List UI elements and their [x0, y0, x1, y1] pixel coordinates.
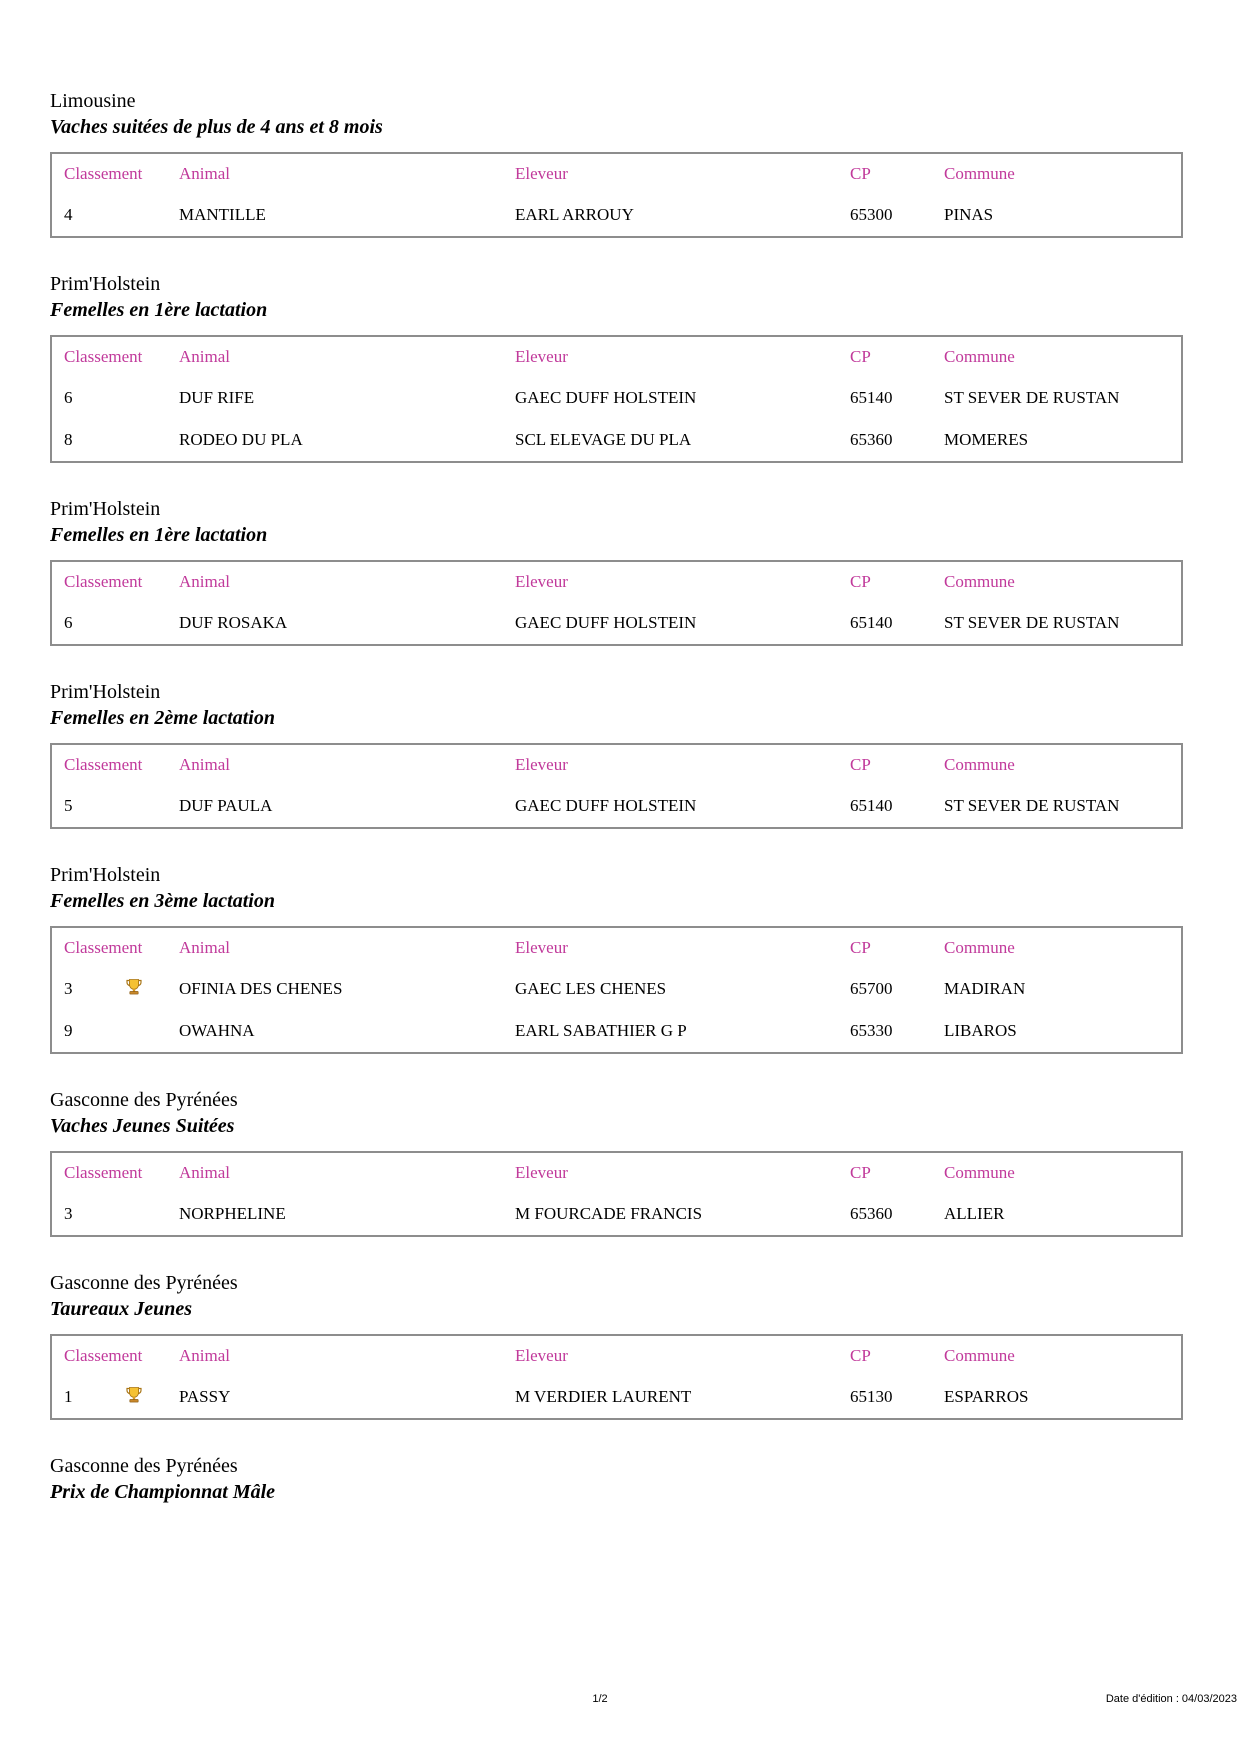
eleveur-cell: M FOURCADE FRANCIS: [515, 1204, 703, 1223]
classement-cell: 5: [64, 796, 73, 815]
column-header-commune: Commune: [944, 1163, 1015, 1182]
column-header-cp: CP: [850, 347, 871, 366]
table-rows: [52, 1376, 1181, 1418]
column-header-animal: Animal: [179, 164, 230, 183]
table-row: [52, 1193, 1181, 1235]
animal-cell: RODEO DU PLA: [179, 430, 303, 449]
trophy-cell: [124, 1203, 179, 1225]
column-header-cp: CP: [850, 755, 871, 774]
results-table: [50, 335, 1183, 463]
breed-section: [50, 679, 1183, 829]
breed-heading: Limousine: [50, 90, 136, 112]
table-rows: [52, 194, 1181, 236]
table-rows: [52, 968, 1181, 1052]
classement-cell: 9: [64, 1021, 73, 1040]
results-table: [50, 152, 1183, 238]
column-header-commune: Commune: [944, 938, 1015, 957]
eleveur-cell: GAEC DUFF HOLSTEIN: [515, 613, 697, 632]
column-header-commune: Commune: [944, 1346, 1015, 1365]
breed-heading: Prim'Holstein: [50, 681, 161, 703]
breed-section: [50, 496, 1183, 646]
category-heading: Prix de Championnat Mâle: [50, 1481, 276, 1503]
edition-date-label: Date d'édition : 04/03/2023: [1105, 1693, 1237, 1705]
table-row: [52, 377, 1181, 419]
animal-cell: PASSY: [179, 1387, 231, 1406]
breed-heading: Prim'Holstein: [50, 273, 161, 295]
breed-section: [50, 271, 1183, 463]
cp-cell: 65360: [850, 430, 893, 449]
trophy-cell: [124, 978, 179, 1000]
breed-section: [50, 88, 1183, 238]
column-header-animal: Animal: [179, 1346, 230, 1365]
eleveur-cell: GAEC LES CHENES: [515, 979, 667, 998]
table-header-row: [52, 154, 1181, 194]
results-table: [50, 926, 1183, 1054]
eleveur-cell: EARL ARROUY: [515, 205, 634, 224]
column-header-eleveur: Eleveur: [515, 1346, 568, 1365]
column-header-eleveur: Eleveur: [515, 164, 568, 183]
cp-cell: 65700: [850, 979, 893, 998]
eleveur-cell: EARL SABATHIER G P: [515, 1021, 687, 1040]
table-header-row: [52, 1336, 1181, 1376]
commune-cell: ST SEVER DE RUSTAN: [944, 613, 1120, 632]
column-header-cp: CP: [850, 1346, 871, 1365]
breed-section: [50, 1087, 1183, 1237]
column-header-classement: Classement: [64, 164, 143, 183]
cp-cell: 65130: [850, 1387, 893, 1406]
table-rows: [52, 1193, 1181, 1235]
eleveur-cell: GAEC DUFF HOLSTEIN: [515, 388, 697, 407]
cp-cell: 65360: [850, 1204, 893, 1223]
breed-heading: Gasconne des Pyrénées: [50, 1272, 238, 1294]
column-header-cp: CP: [850, 1163, 871, 1182]
trophy-cell: [124, 429, 179, 451]
column-header-eleveur: Eleveur: [515, 755, 568, 774]
commune-cell: PINAS: [944, 205, 994, 224]
breed-section: [50, 1270, 1183, 1420]
table-header-row: [52, 928, 1181, 968]
column-header-eleveur: Eleveur: [515, 347, 568, 366]
animal-cell: DUF PAULA: [179, 796, 273, 815]
table-row: [52, 1376, 1181, 1418]
column-header-animal: Animal: [179, 1163, 230, 1182]
category-heading: Femelles en 1ère lactation: [50, 299, 268, 321]
animal-cell: NORPHELINE: [179, 1204, 286, 1223]
column-header-animal: Animal: [179, 347, 230, 366]
breed-heading: Gasconne des Pyrénées: [50, 1089, 238, 1111]
column-header-eleveur: Eleveur: [515, 1163, 568, 1182]
category-heading: Vaches Jeunes Suitées: [50, 1115, 235, 1137]
page-number: 1/2: [592, 1693, 608, 1705]
column-header-animal: Animal: [179, 572, 230, 591]
trophy-cell: [124, 795, 179, 817]
column-header-animal: Animal: [179, 938, 230, 957]
breed-section: [50, 862, 1183, 1054]
column-header-eleveur: Eleveur: [515, 572, 568, 591]
table-row: [52, 785, 1181, 827]
commune-cell: LIBAROS: [944, 1021, 1017, 1040]
commune-cell: ST SEVER DE RUSTAN: [944, 796, 1120, 815]
column-header-classement: Classement: [64, 572, 143, 591]
animal-cell: OWAHNA: [179, 1021, 255, 1040]
classement-cell: 6: [64, 613, 73, 632]
breed-heading: Prim'Holstein: [50, 864, 161, 886]
trophy-cell: [124, 204, 179, 226]
table-header-row: [52, 1153, 1181, 1193]
column-header-commune: Commune: [944, 164, 1015, 183]
column-header-animal: Animal: [179, 755, 230, 774]
commune-cell: ALLIER: [944, 1204, 1005, 1223]
breed-heading: Prim'Holstein: [50, 498, 161, 520]
eleveur-cell: GAEC DUFF HOLSTEIN: [515, 796, 697, 815]
breed-heading: Gasconne des Pyrénées: [50, 1455, 238, 1477]
column-header-cp: CP: [850, 572, 871, 591]
trophy-icon: [124, 977, 144, 1002]
column-header-classement: Classement: [64, 1346, 143, 1365]
column-header-classement: Classement: [64, 347, 143, 366]
classement-cell: 6: [64, 388, 73, 407]
commune-cell: ST SEVER DE RUSTAN: [944, 388, 1120, 407]
breed-section: [50, 1453, 1183, 1505]
trophy-cell: [124, 1020, 179, 1042]
cp-cell: 65140: [850, 796, 893, 815]
table-row: [52, 602, 1181, 644]
category-heading: Taureaux Jeunes: [50, 1298, 193, 1320]
category-heading: Femelles en 1ère lactation: [50, 524, 268, 546]
column-header-eleveur: Eleveur: [515, 938, 568, 957]
cp-cell: 65330: [850, 1021, 893, 1040]
animal-cell: DUF ROSAKA: [179, 613, 288, 632]
table-header-row: [52, 562, 1181, 602]
column-header-cp: CP: [850, 164, 871, 183]
classement-cell: 3: [64, 1204, 73, 1223]
table-header-row: [52, 745, 1181, 785]
table-row: [52, 968, 1181, 1010]
classement-cell: 4: [64, 205, 73, 224]
table-row: [52, 194, 1181, 236]
table-rows: [52, 377, 1181, 461]
commune-cell: ESPARROS: [944, 1387, 1029, 1406]
classement-cell: 8: [64, 430, 73, 449]
column-header-classement: Classement: [64, 755, 143, 774]
results-table: [50, 1151, 1183, 1237]
column-header-classement: Classement: [64, 938, 143, 957]
animal-cell: MANTILLE: [179, 205, 266, 224]
trophy-cell: [124, 387, 179, 409]
results-table: [50, 560, 1183, 646]
classement-cell: 3: [64, 979, 73, 998]
cp-cell: 65140: [850, 613, 893, 632]
trophy-cell: [124, 1386, 179, 1408]
eleveur-cell: M VERDIER LAURENT: [515, 1387, 692, 1406]
animal-cell: OFINIA DES CHENES: [179, 979, 343, 998]
trophy-icon: [124, 1385, 144, 1410]
column-header-commune: Commune: [944, 347, 1015, 366]
commune-cell: MADIRAN: [944, 979, 1026, 998]
category-heading: Femelles en 2ème lactation: [50, 707, 275, 729]
table-header-row: [52, 337, 1181, 377]
cp-cell: 65140: [850, 388, 893, 407]
results-table: [50, 1334, 1183, 1420]
column-header-commune: Commune: [944, 755, 1015, 774]
results-table: [50, 743, 1183, 829]
animal-cell: DUF RIFE: [179, 388, 255, 407]
classement-cell: 1: [64, 1387, 73, 1406]
cp-cell: 65300: [850, 205, 893, 224]
table-row: [52, 419, 1181, 461]
commune-cell: MOMERES: [944, 430, 1029, 449]
table-rows: [52, 785, 1181, 827]
column-header-classement: Classement: [64, 1163, 143, 1182]
column-header-commune: Commune: [944, 572, 1015, 591]
table-row: [52, 1010, 1181, 1052]
trophy-cell: [124, 612, 179, 634]
category-heading: Vaches suitées de plus de 4 ans et 8 mois: [50, 116, 383, 138]
column-header-cp: CP: [850, 938, 871, 957]
table-rows: [52, 602, 1181, 644]
category-heading: Femelles en 3ème lactation: [50, 890, 275, 912]
eleveur-cell: SCL ELEVAGE DU PLA: [515, 430, 692, 449]
